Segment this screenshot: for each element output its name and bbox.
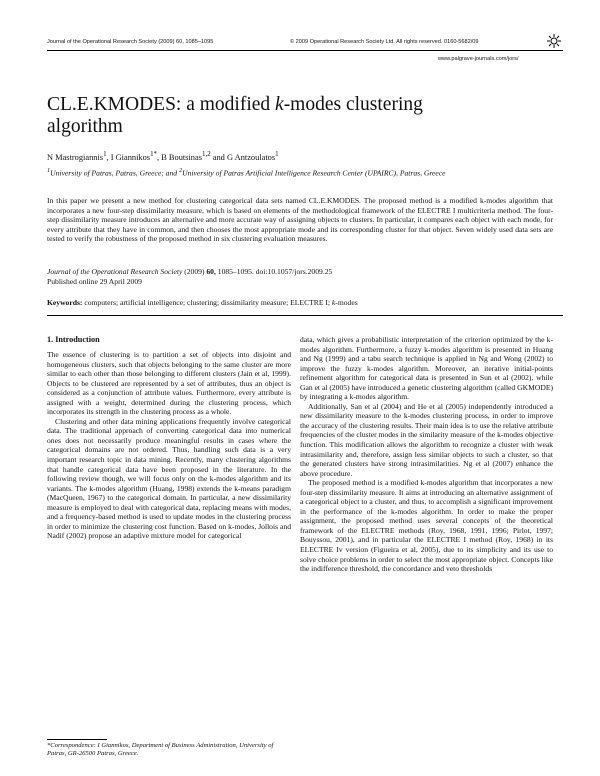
publisher-logo-icon [547,34,561,48]
paragraph: Clustering and other data mining applications frequently involve categorical data. The traditional approach of converting categorical data into numerical ones does not necessarily produce meaningful results in cases where the categorical domains are not ordered. Thus, handling such data is a very important research topic in data mining. Recently, many clustering algorithms that handle categorical data have been proposed in the literature. In the following review though, we will focus only on the k-modes algorithm and its variants. The k-modes algorithm (Huang, 1998) extends the k-means paradigm (MacQueen, 1967) to the categorical domain. In particular, a new dissimilarity measure is employed to deal with categorical data, replacing means with modes, and a frequency-based method is used to update modes in the clustering process in order to minimize the clustering cost function. Based on k-modes, Jollois and Nadif (2002) propose an adaptive mixture model for categorical [47,416,291,541]
affiliations: $^1$University of Patras, Patras, Greece; and $^2$University of Patras Artificial Intelligence Research Center (UPAIRC), Patras, Greece [47,167,446,178]
column-left [47,350,291,541]
author-list: N Mastrogiannis$^1$, I Giannikos$^{1*}$, B Boutsinas$^{1,2}$ and G Antzoulatos$^1$ [47,150,279,162]
header-rule [47,50,563,51]
footnote: *Correspondence: I Giannikos, Department of Business Administration, University of Patras, GR-26500 Patras, Greece. [47,742,274,758]
keywords-list: computers; artificial intelligence; clustering; dissimilarity measure; ELECTRE I; k-modes [84,298,358,307]
section-rule [47,315,563,316]
citation-line: Journal of the Operational Research Society (2009) 60, 1085–1095. doi:10.1057/jors.2009.25 [47,267,333,276]
keywords [47,298,358,307]
paragraph: Additionally, San et al (2004) and He et al (2005) independently introduced a new dissimilarity measure to the k-modes clustering process, in order to improve the accuracy of the clustering results. Their main idea is to use the relative attribute frequencies of the cluster modes in the similarity measure of the k-modes objective function. This modification allows the algorithm to recognize a cluster with weak intrasimilarity and, therefore, assign less similar objects to such a cluster, so that the generated clusters have strong intrasimilarities. Ng et al (2007) enhance the above procedure. [300,401,553,478]
abstract: In this paper we present a new method for clustering categorical data sets named CL.E.KMODES. The proposed method is a modified k-modes algorithm that incorporates a new four-step dissimilarity measure, which is based on elements of the methodological framework of the ELECTRE I multicriteria method. The four-step dissimilarity measure introduces an alternative and more accurate way of assigning objects to clusters. In particular, it compares each object with each mode, for every attribute that they have in common, and then chooses the most appropriate mode and its corresponding cluster for that object. Seven widely used data sets are tested to verify the robustness of the proposed method in six clustering evaluation measures. [47,196,553,244]
paragraph: The essence of clustering is to partition a set of objects into disjoint and homogeneous clusters, such that objects belonging to the same cluster are more similar to each other than those belonging to different clusters (Jain et al, 1999). Objects to be clustered are represented by a set of attributes, thus an object is considered as a conjunction of attribute values. Furthermore, every attribute is assigned with a weight, determined during the clustering process, which incorporates its strength in the clustering process as a whole. [47,350,291,417]
column-right [300,335,553,574]
paragraph: data, which gives a probabilistic interpretation of the criterion optimized by the k-modes algorithm. Furthermore, a fuzzy k-modes algorithm is presented in Huang and Ng (1999) and a tabu search technique is applied in Ng and Wong (2002) to improve the fuzzy k-modes algorithm. Moreover, an iterative initial-points refinement algorithm for categorical data is presented in Sun et al (2002), while Gan et al (2005) have introduced a genetic clustering algorithm (called GKMODE) by integrating a k-modes algorithm. [300,335,553,402]
copyright-line: © 2009 Operational Research Society Ltd. All rights reserved. 0160-5682/09 [290,39,479,45]
paper-title: CL.E.KMODES: a modified k-modes clustering algorithm [47,94,423,137]
journal-url[interactable]: www.palgrave-journals.com/jors/ [438,56,519,62]
footnote-rule [47,739,107,740]
published-online: Published online 29 April 2009 [47,277,142,286]
journal-header: Journal of the Operational Research Society (2009) 60, 1085–1095 [47,39,214,45]
section-heading: 1. Introduction [47,335,100,344]
paragraph: The proposed method is a modified k-modes algorithm that incorporates a new four-step dissimilarity measure. It aims at introducing an alternative assignment of a categorical object to a cluster, and thus, to accomplish a significant improvement in the performance of the k-modes algorithm. In order to make the proper assignment, the proposed method uses several concepts of the theoretical framework of the ELECTRE methods (Roy, 1968, 1991, 1996; Pirlot, 1997; Bouyssou, 2001), and in particular the ELECTRE I method (Roy, 1968) in its ELECTRE Iv version (Figueira et al, 2005), due to its simplicity and its use to solve choice problems in order to select the most appropriate object. Concepts like the indifference threshold, the concordance and veto thresholds [300,478,553,574]
keywords-label: Keywords: [47,298,83,307]
